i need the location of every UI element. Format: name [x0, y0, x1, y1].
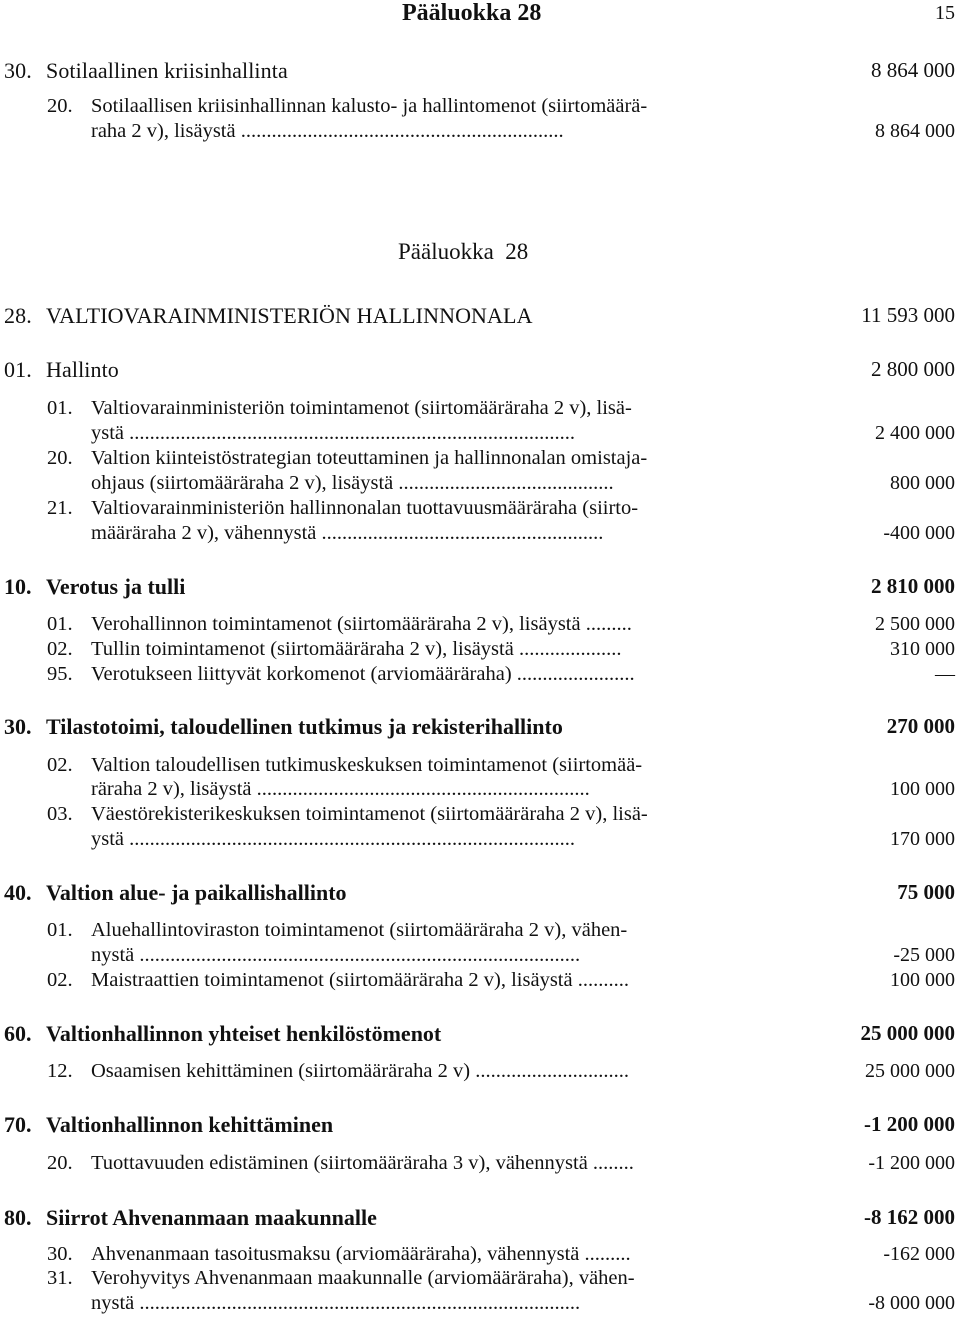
item-number: 02. — [47, 969, 73, 991]
section-number: 30. — [4, 58, 32, 83]
item-text-line1: Verohallinnon toimintamenot (siirtomääräraha 2 v), lisäystä ......... — [91, 613, 632, 635]
section-number: 70. — [4, 1112, 32, 1137]
section-amount: 2 800 000 — [871, 357, 955, 381]
item-number: 03. — [47, 803, 73, 825]
item-amount: 170 000 — [890, 828, 955, 850]
item-text-line1: Valtion kiinteistöstrategian toteuttaminen ja hallinnonalan omistaja- — [91, 447, 648, 469]
item-number: 21. — [47, 497, 73, 519]
item-text-line1: Verotukseen liittyvät korkomenot (arviomääräraha) ....................... — [91, 663, 635, 685]
section-number: 80. — [4, 1205, 32, 1230]
item-amount: 2 500 000 — [875, 613, 955, 635]
item-number: 20. — [47, 95, 73, 117]
item-amount: -1 200 000 — [868, 1152, 955, 1174]
running-header-title: Pääluokka 28 — [402, 0, 542, 26]
item-text-line2: ohjaus (siirtomääräraha 2 v), lisäystä .......................................... — [91, 472, 614, 494]
section-amount: 270 000 — [886, 714, 955, 738]
item-amount: 310 000 — [890, 638, 955, 660]
ministry-amount: 11 593 000 — [861, 303, 955, 327]
item-amount: -162 000 — [883, 1243, 955, 1265]
section-number: 60. — [4, 1021, 32, 1046]
section-title: Sotilaallinen kriisinhallinta — [46, 58, 288, 83]
item-text-line2: nystä ...................................................................................... — [91, 1292, 581, 1314]
section-title: Valtionhallinnon yhteiset henkilöstömenot — [46, 1021, 442, 1046]
item-text-line2: raha 2 v), lisäystä ............................................................... — [91, 120, 564, 142]
item-text-line2: ystä ....................................................................................... — [91, 828, 576, 850]
item-amount: -25 000 — [893, 944, 955, 966]
item-number: 20. — [47, 1152, 73, 1174]
item-text-line1: Valtion taloudellisen tutkimuskeskuksen toimintamenot (siirtomää- — [91, 754, 643, 776]
item-number: 02. — [47, 754, 73, 776]
main-title: Pääluokka 28 — [398, 239, 529, 264]
item-text-line1: Verohyvitys Ahvenanmaan maakunnalle (arviomääräraha), vähen- — [91, 1267, 635, 1289]
item-number: 12. — [47, 1060, 73, 1082]
item-number: 20. — [47, 447, 73, 469]
section-number: 30. — [4, 714, 32, 739]
item-amount: 8 864 000 — [875, 120, 955, 142]
item-text-line1: Osaamisen kehittäminen (siirtomääräraha 2 v) .............................. — [91, 1060, 629, 1082]
section-amount: 25 000 000 — [860, 1021, 955, 1045]
section-title: Hallinto — [46, 357, 119, 382]
item-text-line1: Sotilaallisen kriisinhallinnan kalusto- ja hallintomenot (siirtomäärä- — [91, 95, 648, 117]
ministry-number: 28. — [4, 303, 32, 328]
section-title: Verotus ja tulli — [46, 574, 186, 599]
section-amount: -8 162 000 — [864, 1205, 955, 1229]
section-amount: 8 864 000 — [871, 58, 955, 82]
item-text-line2: määräraha 2 v), vähennystä ....................................................... — [91, 522, 604, 544]
page-number: 15 — [935, 2, 955, 24]
item-amount: 100 000 — [890, 969, 955, 991]
item-amount: 100 000 — [890, 778, 955, 800]
section-number: 10. — [4, 574, 32, 599]
item-text-line1: Valtiovarainministeriön hallinnonalan tuottavuusmääräraha (siirto- — [91, 497, 639, 519]
item-text-line2: ystä ....................................................................................... — [91, 422, 576, 444]
section-title: Valtion alue- ja paikallishallinto — [46, 880, 347, 905]
item-text-line1: Väestörekisterikeskuksen toimintamenot (siirtomääräraha 2 v), lisä- — [91, 803, 648, 825]
item-amount: -400 000 — [883, 522, 955, 544]
section-title: Tilastotoimi, taloudellinen tutkimus ja rekisterihallinto — [46, 714, 563, 739]
section-amount: 2 810 000 — [871, 574, 955, 598]
section-title: Siirrot Ahvenanmaan maakunnalle — [46, 1205, 377, 1230]
section-number: 01. — [4, 357, 32, 382]
ministry-title: VALTIOVARAINMINISTERIÖN HALLINNONALA — [46, 303, 533, 328]
item-text-line1: Valtiovarainministeriön toimintamenot (siirtomääräraha 2 v), lisä- — [91, 397, 632, 419]
section-number: 40. — [4, 880, 32, 905]
item-text-line2: räraha 2 v), lisäystä ................................................................. — [91, 778, 590, 800]
item-number: 01. — [47, 397, 73, 419]
item-amount: 25 000 000 — [865, 1060, 955, 1082]
item-text-line1: Ahvenanmaan tasoitusmaksu (arviomääräraha), vähennystä ......... — [91, 1243, 631, 1265]
item-amount: -8 000 000 — [868, 1292, 955, 1314]
item-number: 31. — [47, 1267, 73, 1289]
item-text-line1: Tullin toimintamenot (siirtomääräraha 2 v), lisäystä .................... — [91, 638, 622, 660]
item-number: 01. — [47, 613, 73, 635]
item-number: 95. — [47, 663, 73, 685]
item-number: 02. — [47, 638, 73, 660]
item-text-line1: Aluehallintoviraston toimintamenot (siirtomääräraha 2 v), vähen- — [91, 919, 628, 941]
item-amount: 2 400 000 — [875, 422, 955, 444]
item-text-line1: Maistraattien toimintamenot (siirtomääräraha 2 v), lisäystä .......... — [91, 969, 629, 991]
item-number: 01. — [47, 919, 73, 941]
item-amount: 800 000 — [890, 472, 955, 494]
item-text-line1: Tuottavuuden edistäminen (siirtomääräraha 3 v), vähennystä ........ — [91, 1152, 634, 1174]
item-amount-dash: — — [935, 663, 955, 685]
item-number: 30. — [47, 1243, 73, 1265]
section-title: Valtionhallinnon kehittäminen — [46, 1112, 334, 1137]
section-amount: -1 200 000 — [864, 1112, 955, 1136]
item-text-line2: nystä ...................................................................................... — [91, 944, 581, 966]
section-amount: 75 000 — [897, 880, 955, 904]
